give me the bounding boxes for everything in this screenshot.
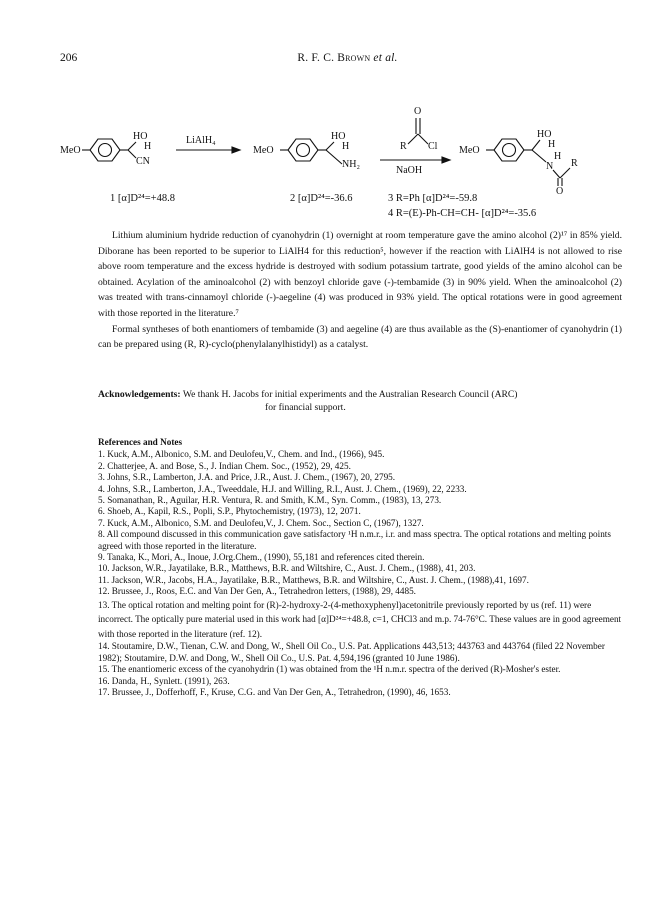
body-text bbox=[98, 228, 622, 353]
acyl-chloride-structure bbox=[408, 118, 428, 144]
compound-3-r: R bbox=[571, 158, 578, 169]
compound-2-structure bbox=[280, 139, 342, 164]
body-paragraph-1: Lithium aluminium hydride reduction of cyanohydrin (1) overnight at room temperature gave the amino alcohol (2)¹⁷ in 85% yield. Diborane has been reported to be superior to LiAlH4 for this reduction⁵, however if the reaction with LiAlH4 is not allowed to rise above room temperature and the excess hydride is destroyed with sodium potassium tartrate, good yields of the amino alcohol can be obtained. Acylation of the aminoalcohol (2) with benzoyl chloride gave (-)-tembamide (3) in 90% yield. When the aminoalcohol (2) was treated with trans-cinnamoyl chloride (-)-aegeline (4) was produced in 93% yield. The optical rotations were in good agreement with those reported in the literature.⁷ bbox=[98, 230, 622, 319]
compound-3-nh-h: H bbox=[554, 151, 562, 162]
reference-item: 10. Jackson, W.R., Jayatilake, B.R., Matthews, B.R. and Wiltshire, C., Aust. J. Chem., (1988), 41, 203. bbox=[98, 563, 476, 574]
page-header bbox=[60, 52, 635, 68]
reference-item: 12. Brussee, J., Roos, E.C. and Van Der Gen, A., Tetrahedron letters, (1988), 29, 4485. bbox=[98, 586, 416, 597]
acyl-r: R bbox=[400, 141, 407, 152]
page-number: 206 bbox=[60, 52, 78, 64]
compound-2-h: H bbox=[342, 141, 350, 152]
compound-3-4-structure bbox=[486, 139, 570, 186]
reference-item: 11. Jackson, W.R., Jacobs, H.A., Jayatilake, B.R., Matthews, B.R. and Wiltshire, C., Aust. J. Chem., (1988),41, 1697. bbox=[98, 574, 529, 585]
reference-item: 4. Johns, S.R., Lamberton, J.A., Tweeddale, H.J. and Willing, R.I., Aust. J. Chem., (1969), 22, 2233. bbox=[98, 483, 467, 494]
acknowledgements-line-1 bbox=[98, 389, 622, 402]
body-paragraph-2: Formal syntheses of both enantiomers of tembamide (3) and aegeline (4) are thus available as the (S)-enantiomer of cyanohydrin (1) can be prepared using (R, R)-cyclo(phenylalanylhistidyl) as a catalyst. bbox=[98, 323, 622, 351]
compound-3-o: O bbox=[556, 186, 564, 197]
reference-item: 17. Brussee, J., Dofferhoff, F., Kruse, C.G. and Van Der Gen, A., Tetrahedron, (1990), 46, 1653. bbox=[98, 687, 451, 698]
reference-item: 2. Chatterjee, A. and Bose, S., J. Indian Chem. Soc., (1952), 29, 425. bbox=[98, 460, 351, 471]
reaction-scheme bbox=[60, 102, 630, 224]
acyl-cl: Cl bbox=[428, 141, 438, 152]
compound-3-meo: MeO bbox=[459, 145, 480, 156]
compound-3-label: 3 R=Ph [α]D²⁴=-59.8 bbox=[388, 193, 478, 204]
compound-2-meo: MeO bbox=[253, 145, 274, 156]
reagent-naoh: NaOH bbox=[396, 165, 423, 176]
reference-item: 5. Somanathan, R., Aguilar, H.R. Ventura, R. and Smith, K.M., Syn. Comm., (1983), 13, 273. bbox=[98, 495, 442, 506]
compound-1-cn: CN bbox=[136, 156, 150, 167]
reference-item: 16. Danda, H., Synlett. (1991), 263. bbox=[98, 675, 230, 686]
reference-item: 15. The enantiomeric excess of the cyanohydrin (1) was obtained from the ¹H n.m.r. spectra of the derived (R)-Mosher's ester. bbox=[98, 664, 561, 675]
running-head-authors: R. F. C. Brown bbox=[297, 52, 371, 64]
compound-3-n: N bbox=[546, 161, 554, 172]
compound-1-structure bbox=[82, 139, 136, 161]
compound-3-ho: HO bbox=[537, 129, 552, 140]
compound-2-nh2: NH₂ bbox=[342, 159, 360, 170]
arrow-2-head bbox=[442, 157, 450, 163]
reference-item: 8. All compound discussed in this communication gave satisfactory ¹H n.m.r., i.r. and mass spectra. The optical rotations and melting points agreed with those reported in the literature. bbox=[98, 529, 611, 551]
compound-4-label: 4 R=(E)-Ph-CH=CH- [α]D²⁴=-35.6 bbox=[388, 208, 537, 219]
acknowledgements-heading: Acknowledgements: bbox=[98, 389, 181, 400]
compound-1-label: 1 [α]D²⁴=+48.8 bbox=[110, 193, 175, 204]
reagent-lialh4: LiAlH₄ bbox=[186, 135, 216, 146]
reference-item: 6. Shoeb, A., Kapil, R.S., Popli, S.P., Phytochemistry, (1973), 12, 2071. bbox=[98, 506, 361, 517]
compound-1-h: H bbox=[144, 141, 152, 152]
reference-item: 7. Kuck, A.M., Albonico, S.M. and Deulofeu,V., J. Chem. Soc., Section C, (1967), 1327. bbox=[98, 517, 424, 528]
acyl-o: O bbox=[414, 106, 422, 117]
compound-2-label: 2 [α]D²⁴=-36.6 bbox=[290, 193, 353, 204]
running-head-etal: et al. bbox=[373, 52, 398, 64]
running-head bbox=[60, 52, 635, 64]
arrow-1-head bbox=[232, 147, 240, 153]
reference-item: 3. Johns, S.R., Lamberton, J.A. and Price, J.R., Aust. J. Chem., (1967), 20, 2795. bbox=[98, 472, 396, 483]
compound-1-meo: MeO bbox=[60, 145, 81, 156]
compound-1-ho: HO bbox=[133, 131, 148, 142]
compound-3-h: H bbox=[548, 139, 556, 150]
acknowledgements-text-1: We thank H. Jacobs for initial experiments and the Australian Research Council (ARC) bbox=[182, 389, 518, 400]
references-heading: References and Notes bbox=[98, 437, 183, 447]
acknowledgements-text-2: for financial support. bbox=[265, 401, 346, 413]
compound-2-ho: HO bbox=[331, 131, 346, 142]
reference-item: 1. Kuck, A.M., Albonico, S.M. and Deulofeu,V., Chem. and Ind., (1966), 945. bbox=[98, 449, 385, 460]
acknowledgements bbox=[98, 389, 622, 414]
references bbox=[98, 437, 626, 699]
reference-item: 9. Tanaka, K., Mori, A., Inoue, J.Org.Chem., (1990), 55,181 and references cited therein. bbox=[98, 552, 425, 563]
reference-item: 14. Stoutamire, D.W., Tienan, C.W. and Dong, W., Shell Oil Co., U.S. Pat. Applications 443,513; 443763 and 443764 (filed 22 November 1982); Stoutamire, D.W. and Dong, W., Shell Oil Co., U.S. Pat. 4,594,196 (granted 10 June 1986). bbox=[98, 641, 605, 663]
reference-item: 13. The optical rotation and melting point for (R)-2-hydroxy-2-(4-methoxyphenyl)acetonitrile previously reported by us (ref. 11) were incorrect. The optically pure material used in this work had [α]D²⁴=+48.8, c=1, CHCl3 and m.p. 74-76°C. These values are in good agreement with those reported in the literature (ref. 12). bbox=[98, 599, 622, 639]
